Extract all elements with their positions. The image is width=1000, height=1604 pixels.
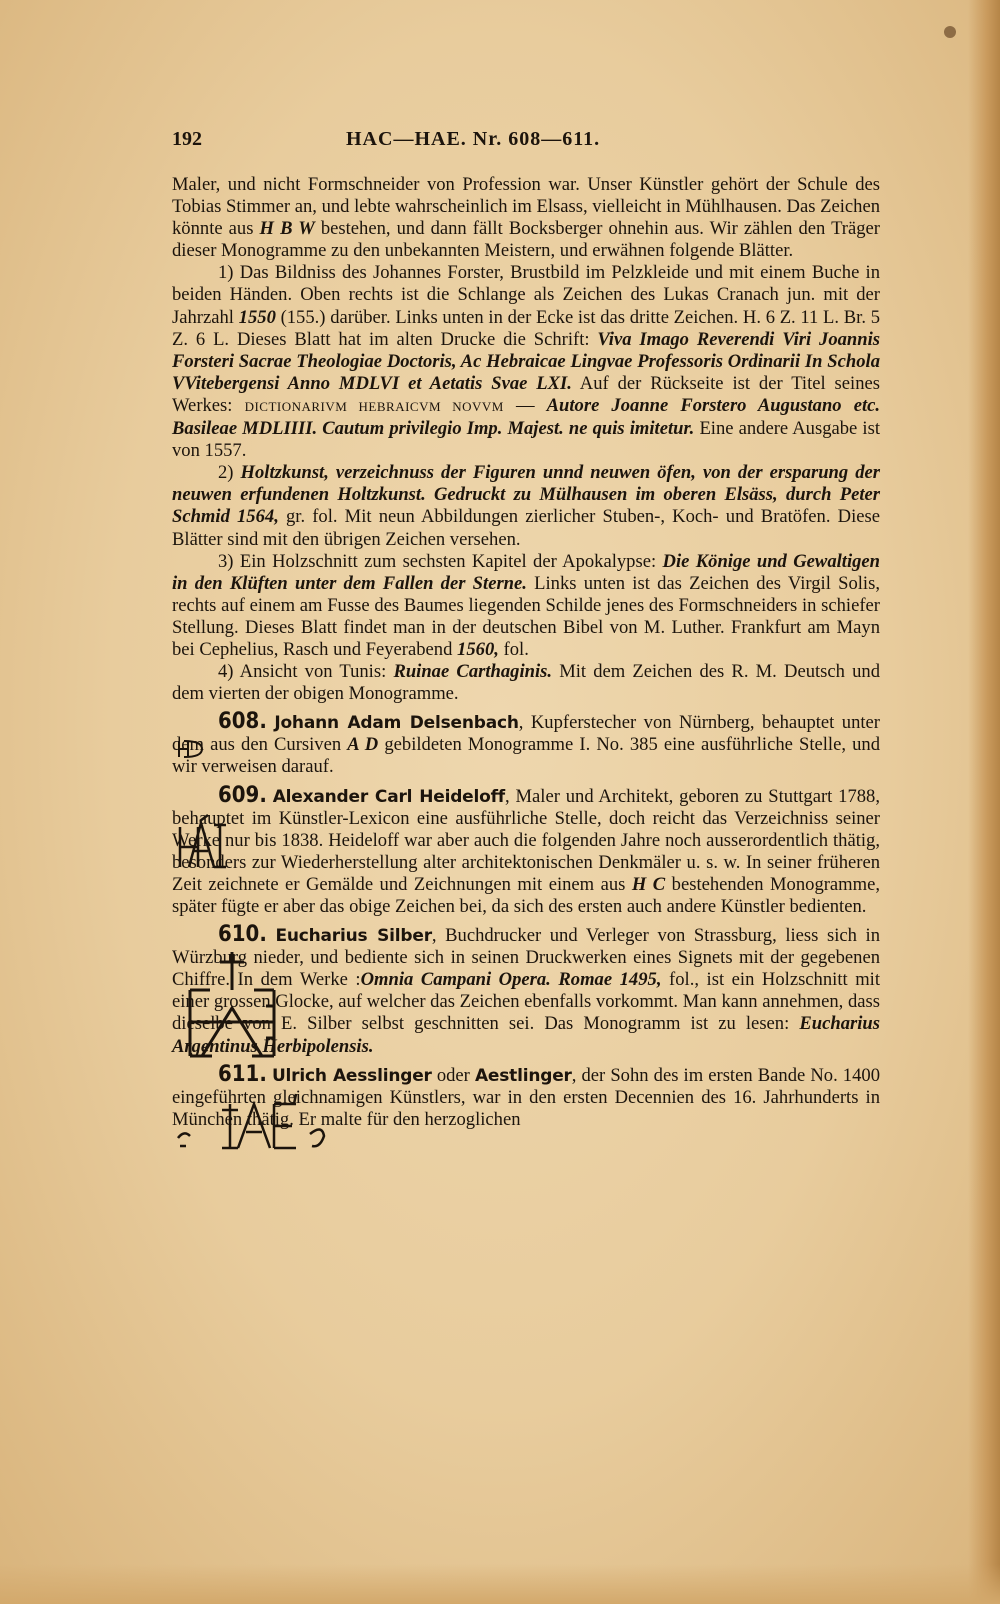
entry-number: 611. — [218, 1061, 267, 1087]
intro-paragraph: Maler, und nicht Formschneider von Profession war. Unser Künstler gehört der Schule des Tobias Stimmer an, und lebte wahrscheinlich im Elsass, vielleicht in Mühlhausen. Das Zeichen könnte aus H B W bestehen, und dann fällt Bocksberger ohnehin aus. Wir zählen den Träger dieser Monogramme zu den unbekannten Meistern, und erwähnen folgende Blätter. — [172, 174, 880, 262]
entry-number: 610. — [218, 922, 267, 948]
list-item-1: 1) Das Bildniss des Johannes Forster, Brustbild im Pelzkleide und mit einem Buche in beiden Händen. Oben rechts ist die Schlange als Zeichen des Lukas Cranach jun. mit der Jahrzahl 1550 (155.) darüber. Links unten in der Ecke ist das dritte Zeichen. H. 6 Z. 11 L. Br. 5 Z. 6 L. Dieses Blatt hat im alten Drucke die Schrift: Viva Imago Reverendi Viri Joannis Forsteri Sacrae Theologiae Doctoris, Ac Hebraicae Lingvae Professoris Ordinarii In Schola VVitebergensi Anno MDLVI et Aetatis Svae LXI. Auf der Rückseite ist der Titel seines Werkes: DICTIONARIVM HEBRAICVM NOVVM — Autore Joanne Forstero Augustano etc. Basileae MDLIIII. Cautum privilegio Imp. Majest. ne quis imitetur. Eine andere Ausgabe ist von 1557. — [172, 262, 881, 462]
artist-name-alt: Aestlinger — [474, 1065, 572, 1086]
page-edge-shadow — [968, 0, 1000, 1604]
entry-number: 608. — [218, 709, 267, 735]
monogram-vae-icon — [174, 1090, 362, 1154]
entry-608: 608. Johann Adam Delsenbach, Kupferstecher von Nürnberg, behauptet unter dem aus den Cursiven A D gebildeten Monogramme I. No. 385 eine ausführliche Stelle, und wir verweisen darauf. — [172, 709, 880, 778]
paper-stain — [944, 26, 956, 38]
body-text — [172, 174, 880, 1131]
artist-name: Eucharius Silber — [275, 926, 432, 947]
page-number: 192 — [172, 128, 202, 150]
page-header — [172, 128, 880, 152]
monogram-eah-icon — [182, 950, 282, 1060]
artist-name: Ulrich Aesslinger — [271, 1065, 432, 1086]
running-title: HAC—HAE. Nr. 608—611. — [346, 128, 601, 150]
entry-610: 610. Eucharius Silber, Buchdrucker und Verleger von Strassburg, liess sich in Würzburg nieder, und bediente sich in seinen Druckwerken eines Signets mit der gegebenen Chiffre. In dem Werke :Omnia Campani Opera. Romae 1495, fol., ist ein Holzschnitt mit einer grossen Glocke, auf welcher das Zeichen ebenfalls vorkommt. Man kann annehmen, dass dieselbe von E. Silber selbst geschnitten sei. Das Monogramm ist zu lesen: Eucharius Argentinus Herbipolensis. — [172, 924, 880, 1058]
entry-609: 609. Alexander Carl Heideloff, Maler und Architekt, geboren zu Stuttgart 1788, behauptet im Künstler-Lexicon eine ausführliche Stelle, doch reicht das Verzeichniss seiner Werke nur bis 1838. Heideloff war aber auch die folgenden Jahre noch ausserordentlich thätig, besonders zur Wiederherstellung alter architektonischen Denkmäler u. s. w. In seiner früheren Zeit zeichnete er Gemälde und Zeichnungen mit einem aus H C bestehenden Monogramme, später fügte er aber das obige Zeichen bei, da sich des ersten auch andere Künstler bedienten. — [172, 782, 881, 917]
monogram-ad-icon — [176, 737, 206, 761]
artist-name: Johann Adam Delsenbach — [274, 713, 519, 734]
entry-611: 611. Ulrich Aesslinger oder Aestlinger, der Sohn des im ersten Bande No. 1400 eingeführten gleichnamigen Künstlers, war in den ersten Decennien des 16. Jahrhunderts in München thätig. Er malte für den herzoglichen — [172, 1064, 880, 1131]
monogram-hai-icon — [174, 811, 230, 871]
list-item-2: 2) Holtzkunst, verzeichnuss der Figuren unnd neuwen öfen, von der ersparung der neuwen erfundenen Holtzkunst. Gedruckt zu Mülhausen im oberen Elsäss, durch Peter Schmid 1564, gr. fol. Mit neun Abbildungen zierlicher Stuben-, Koch- und Bratöfen. Diese Blätter sind mit den übrigen Zeichen versehen. — [172, 462, 880, 550]
list-item-3: 3) Ein Holzschnitt zum sechsten Kapitel der Apokalypse: Die Könige und Gewaltigen in den Klüften unter dem Fallen der Sterne. Links unten ist das Zeichen des Virgil Solis, rechts auf einem am Fusse des Baumes liegenden Schilde jenes des Formschneiders in schiefer Stellung. Dieses Blatt findet man in der deutschen Bibel von M. Luther. Frankfurt am Mayn bei Cephelius, Rasch und Feyerabend 1560, fol. — [172, 550, 881, 660]
entry-number: 609. — [218, 782, 267, 808]
artist-name: Alexander Carl Heideloff — [272, 786, 505, 807]
list-item-4: 4) Ansicht von Tunis: Ruinae Carthaginis. Mit dem Zeichen des R. M. Deutsch und dem vierten der obigen Monogramme. — [172, 661, 881, 705]
page-bottom-shadow — [0, 1564, 1000, 1604]
